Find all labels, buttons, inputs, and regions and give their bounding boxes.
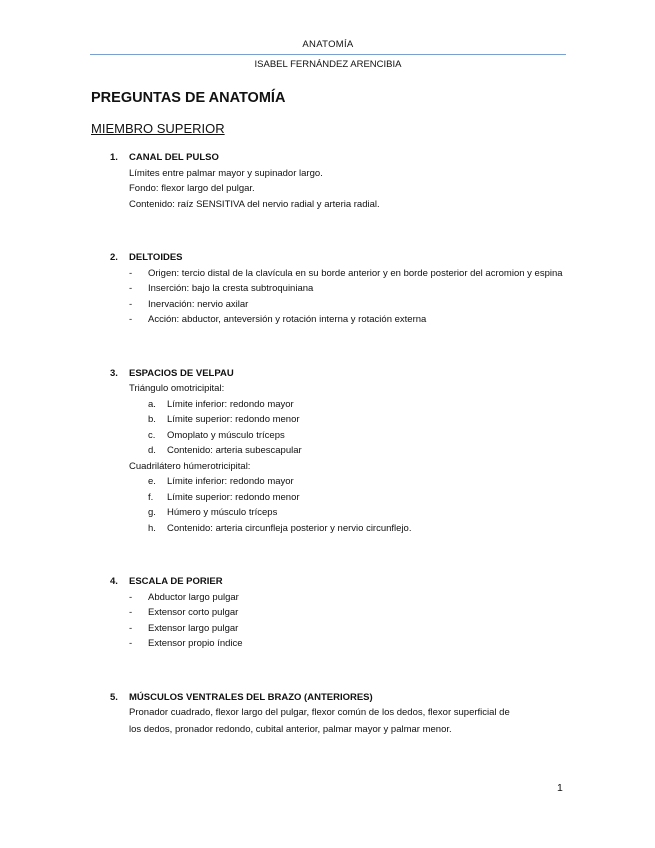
- dash-marker: -: [129, 591, 133, 603]
- dash-marker: -: [129, 638, 133, 649]
- alpha-list: [129, 474, 571, 536]
- dash-marker: -: [129, 314, 133, 325]
- question-title: CANAL DEL PULSO: [129, 152, 219, 163]
- list-item: [129, 590, 571, 606]
- list-item: [129, 474, 571, 490]
- list-item: [129, 297, 571, 313]
- list-item: [129, 443, 571, 459]
- question-number: 4.: [110, 576, 118, 587]
- document-body: [91, 88, 571, 772]
- dash-marker: -: [129, 607, 133, 618]
- list-marker: g.: [148, 507, 156, 518]
- dash-list: [129, 590, 571, 652]
- dash-marker: -: [129, 622, 133, 634]
- list-item: [129, 281, 571, 297]
- list-item-text: Límite superior: redondo menor: [167, 414, 300, 425]
- question-line: Pronador cuadrado, flexor largo del pulgar, flexor común de los dedos, flexor superficial de: [129, 707, 510, 718]
- list-item-text: Extensor largo pulgar: [148, 622, 239, 634]
- dash-marker: -: [129, 267, 133, 279]
- question-number: 5.: [110, 691, 118, 703]
- list-item-text: Extensor corto pulgar: [148, 607, 239, 618]
- list-marker: e.: [148, 476, 156, 487]
- list-item: [129, 266, 571, 282]
- list-item: [129, 428, 571, 444]
- list-marker: d.: [148, 445, 156, 456]
- question-number: 1.: [110, 152, 118, 163]
- list-item-text: Húmero y músculo tríceps: [167, 507, 278, 518]
- question-line: los dedos, pronador redondo, cubital anterior, palmar mayor y palmar menor.: [129, 723, 452, 735]
- list-marker: b.: [148, 414, 156, 425]
- list-marker: f.: [148, 491, 154, 503]
- list-item: [129, 490, 571, 506]
- list-item: [129, 621, 571, 637]
- list-item: [129, 397, 571, 413]
- section-title: MIEMBRO SUPERIOR: [91, 121, 225, 136]
- list-item-text: Límite superior: redondo menor: [167, 491, 300, 503]
- subheading: Cuadrilátero húmerotricipital:: [129, 460, 251, 472]
- list-item-text: Extensor propio índice: [148, 638, 243, 649]
- header-author: ISABEL FERNÁNDEZ ARENCIBIA: [254, 59, 402, 70]
- dash-marker: -: [129, 283, 133, 294]
- question-number: 3.: [110, 367, 118, 379]
- dash-list: [129, 266, 571, 328]
- list-item-text: Omoplato y músculo tríceps: [167, 429, 285, 441]
- question-number: 2.: [110, 252, 118, 263]
- page-number: 1: [557, 782, 563, 794]
- question-title: ESCALA DE PORIER: [129, 576, 223, 587]
- list-marker: a.: [148, 398, 156, 410]
- list-item-text: Abductor largo pulgar: [148, 591, 239, 603]
- list-item-text: Contenido: arteria subescapular: [167, 445, 302, 456]
- list-marker: c.: [148, 429, 156, 441]
- dash-marker: -: [129, 298, 133, 310]
- question-title: MÚSCULOS VENTRALES DEL BRAZO (ANTERIORES): [129, 691, 373, 703]
- list-marker: h.: [148, 522, 156, 534]
- list-item-text: Inserción: bajo la cresta subtroquiniana: [148, 283, 314, 294]
- question-title: DELTOIDES: [129, 252, 183, 263]
- question-4: [91, 574, 571, 652]
- question-title: ESPACIOS DE VELPAU: [129, 367, 234, 379]
- list-item-text: Límite inferior: redondo mayor: [167, 476, 294, 487]
- list-item-text: Origen: tercio distal de la clavícula en su borde anterior y en borde posterior del acromion y espina: [148, 267, 563, 279]
- list-item: [129, 636, 571, 652]
- document-title: PREGUNTAS DE ANATOMÍA: [91, 90, 286, 106]
- alpha-list: [129, 397, 571, 459]
- header-title: ANATOMÍA: [302, 39, 354, 50]
- list-item-text: Contenido: arteria circunfleja posterior y nervio circunflejo.: [167, 522, 412, 534]
- list-item: [129, 312, 571, 328]
- header-rule: [90, 54, 566, 55]
- question-line: Límites entre palmar mayor y supinador largo.: [129, 167, 323, 179]
- question-3: [91, 366, 571, 537]
- question-line: Fondo: flexor largo del pulgar.: [129, 183, 255, 194]
- question-1: [91, 150, 571, 212]
- subheading: Triángulo omotricipital:: [129, 383, 225, 394]
- question-2: [91, 250, 571, 328]
- list-item: [129, 605, 571, 621]
- list-item-text: Inervación: nervio axilar: [148, 298, 249, 310]
- list-item: [129, 505, 571, 521]
- list-item-text: Límite inferior: redondo mayor: [167, 398, 294, 410]
- list-item: [129, 521, 571, 537]
- question-line: Contenido: raíz SENSITIVA del nervio radial y arteria radial.: [129, 198, 380, 210]
- list-item: [129, 412, 571, 428]
- page-header: [90, 38, 566, 72]
- question-5: [91, 690, 571, 739]
- list-item-text: Acción: abductor, anteversión y rotación interna y rotación externa: [148, 314, 427, 325]
